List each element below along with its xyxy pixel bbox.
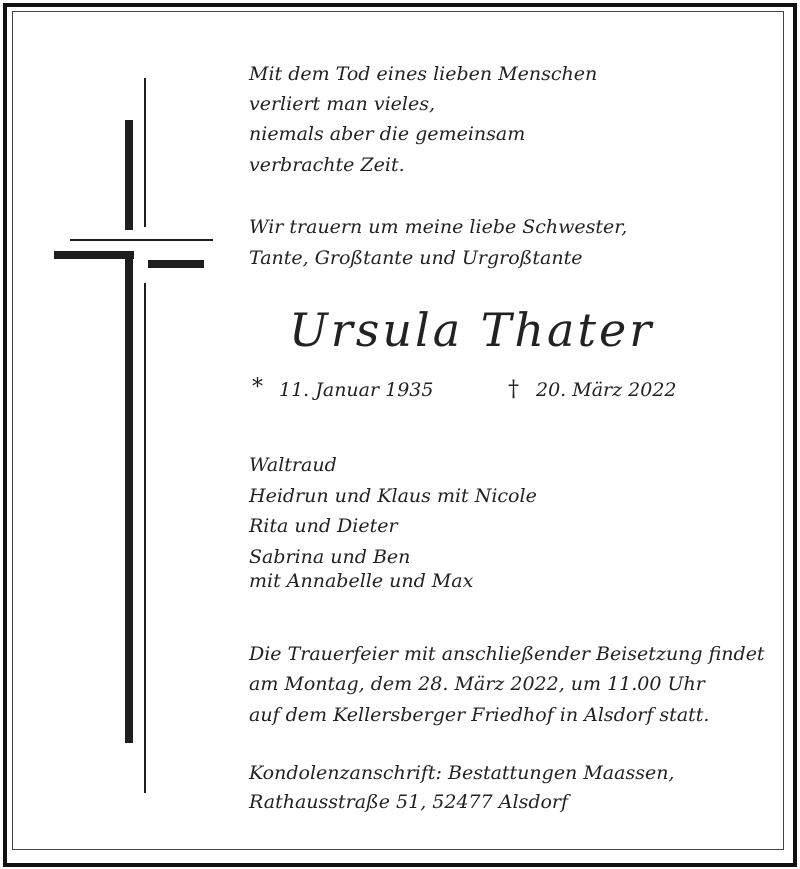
family-line-4: Sabrina und Ben xyxy=(249,546,411,568)
family-line-2: Heidrun und Klaus mit Nicole xyxy=(249,485,537,507)
family-line-5: mit Annabelle und Max xyxy=(249,570,474,592)
condolence-line-2: Rathausstraße 51, 52477 Alsdorf xyxy=(249,791,569,813)
family-line-1: Waltraud xyxy=(249,454,337,476)
family-line-3: Rita und Dieter xyxy=(249,515,398,537)
quote-line-1: Mit dem Tod eines lieben Menschen xyxy=(249,63,598,85)
quote-line-3: niemals aber die gemeinsam xyxy=(249,123,526,145)
birth-date: 11. Januar 1935 xyxy=(279,379,434,401)
service-line-3: auf dem Kellersberger Friedhof in Alsdorf statt. xyxy=(249,704,710,726)
quote-line-2: verliert man vieles, xyxy=(249,93,436,115)
dagger-icon: † xyxy=(508,377,519,402)
mourning-line-2: Tante, Großtante und Urgroßtante xyxy=(249,247,583,269)
death-date: 20. März 2022 xyxy=(536,379,677,401)
asterisk-icon: * xyxy=(252,375,263,400)
service-line-2: am Montag, dem 28. März 2022, um 11.00 Uhr xyxy=(249,673,705,695)
mourning-line-1: Wir trauern um meine liebe Schwester, xyxy=(249,216,628,238)
service-line-1: Die Trauerfeier mit anschließender Beisetzung findet xyxy=(249,643,765,665)
quote-line-4: verbrachte Zeit. xyxy=(249,154,405,176)
condolence-line-1: Kondolenzanschrift: Bestattungen Maassen, xyxy=(249,762,675,784)
deceased-name: Ursula Thater xyxy=(289,303,655,357)
